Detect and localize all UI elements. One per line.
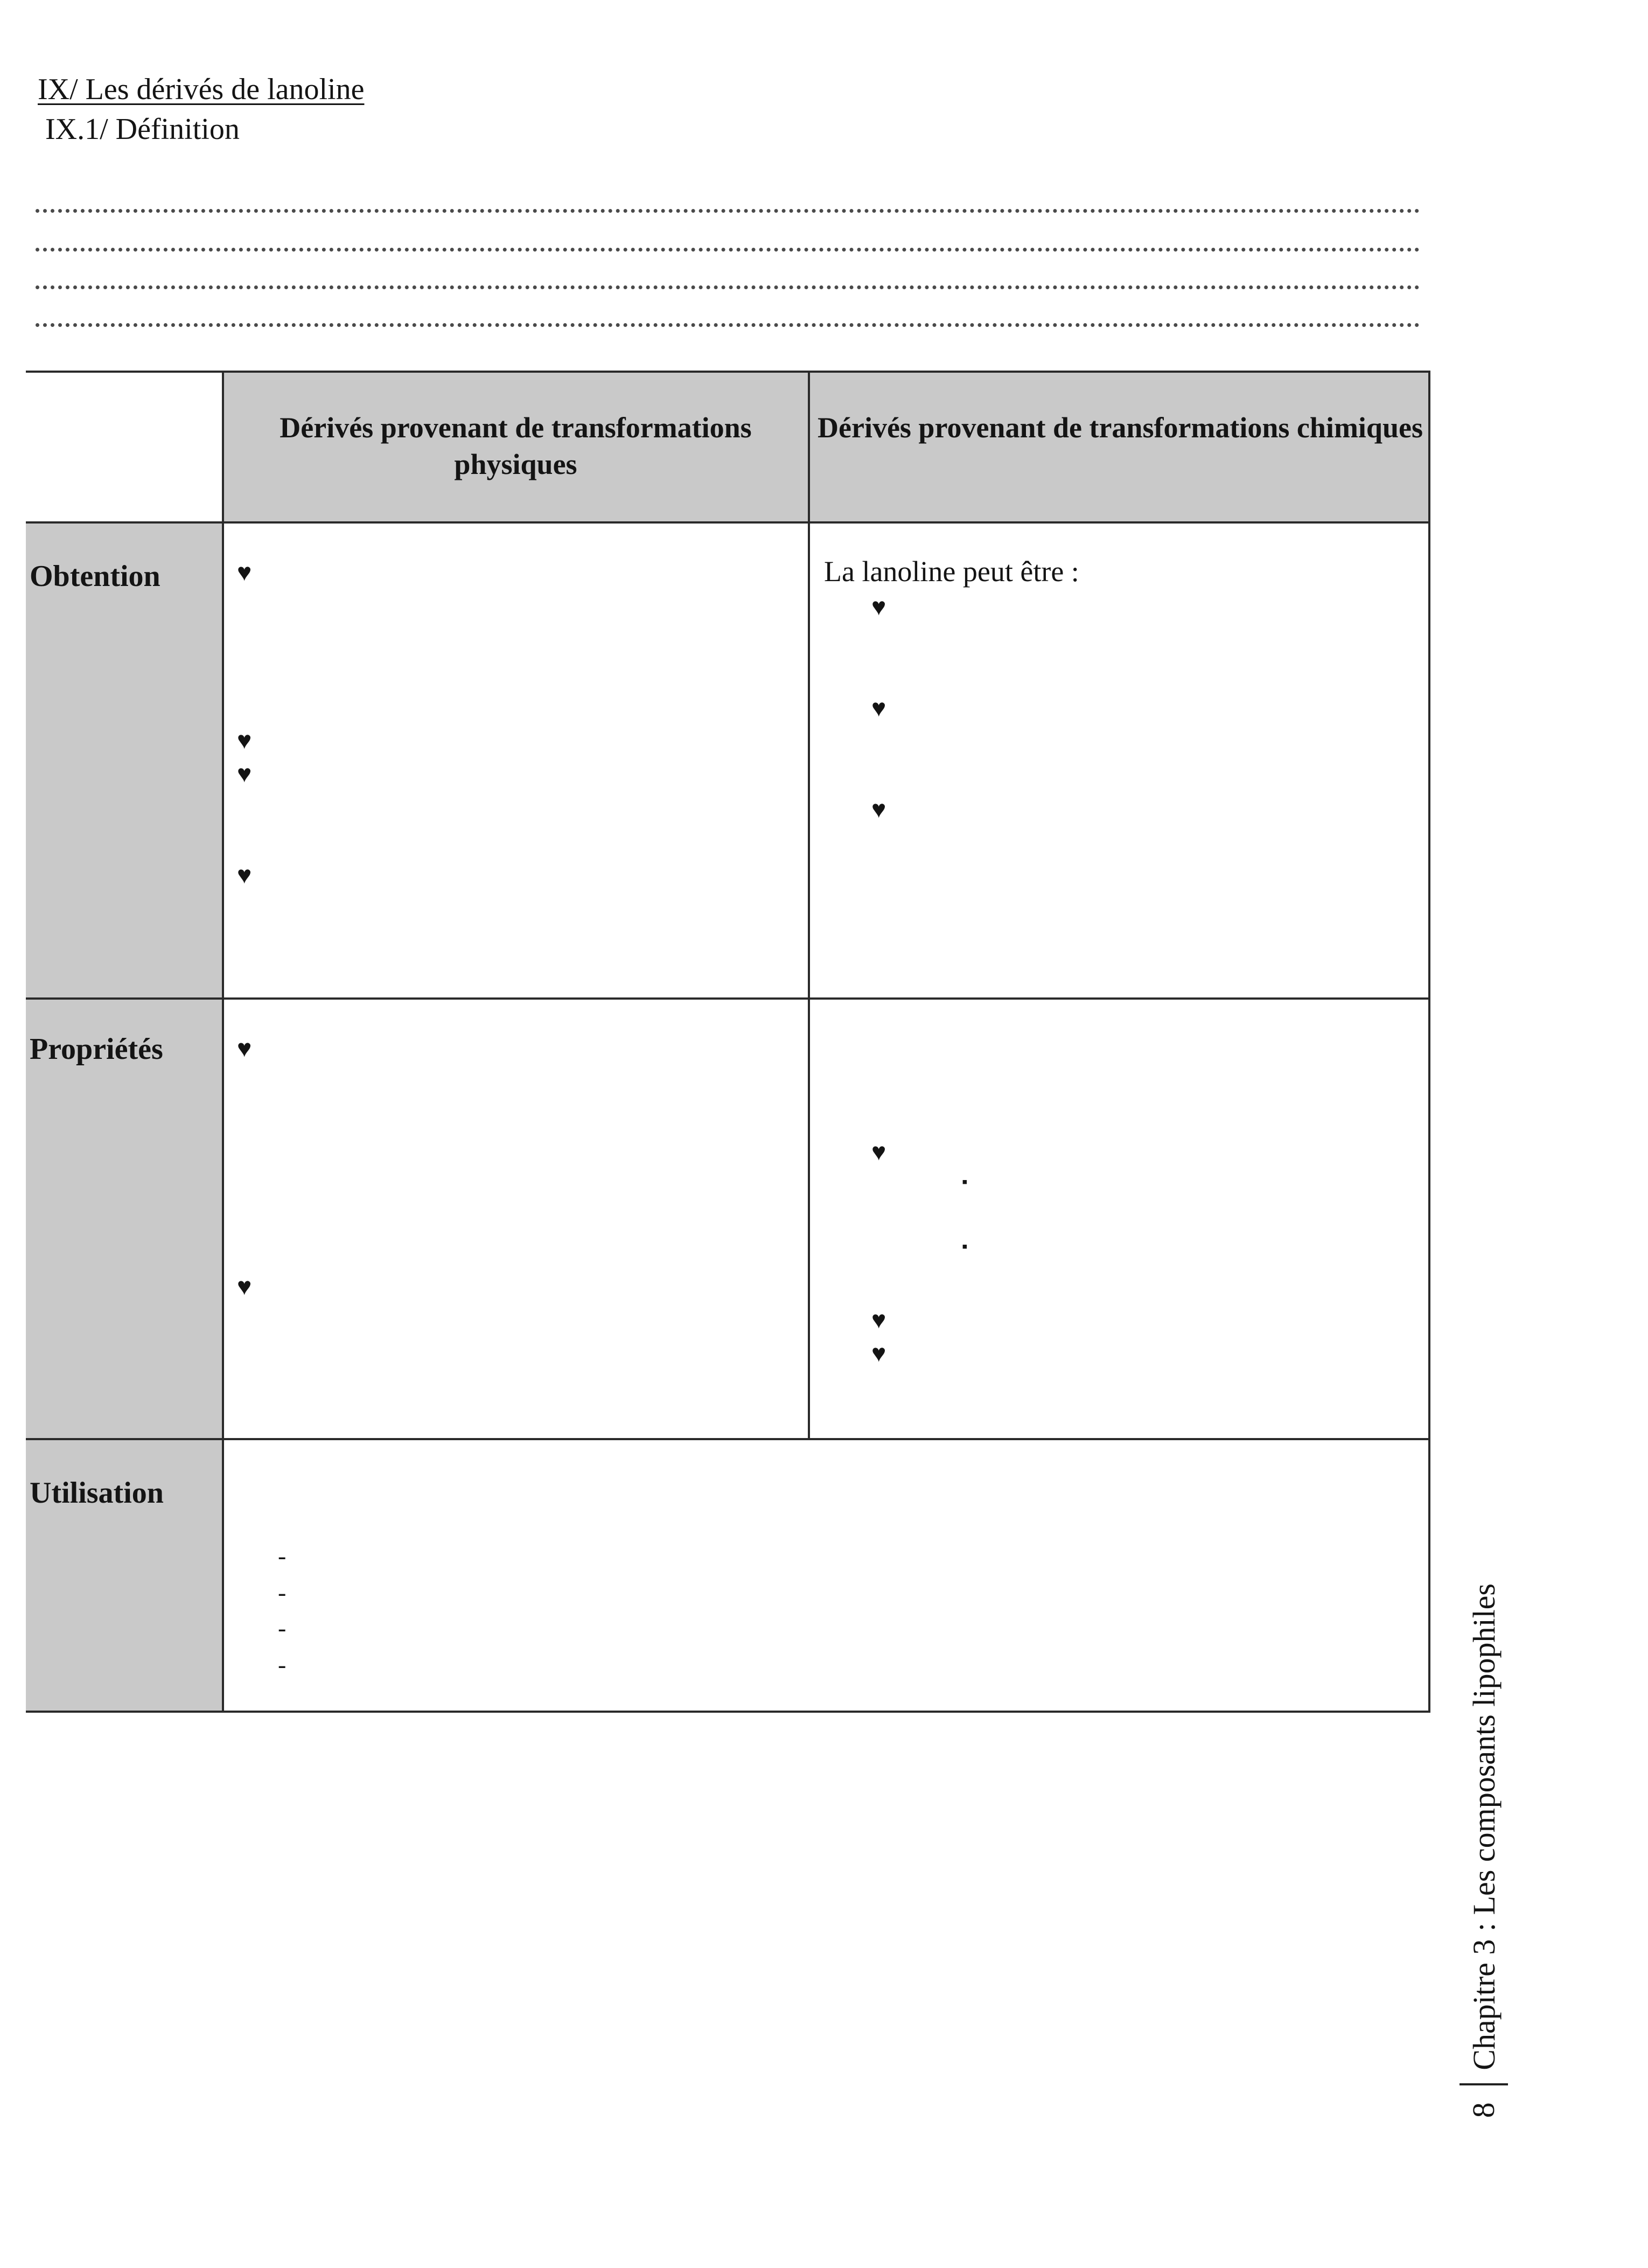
bullet-heart: ♥ [237,1035,252,1062]
row-label-shading [26,522,223,1713]
row-label-proprietes: Propriétés [30,1032,163,1066]
bullet-heart: ♥ [871,1339,886,1367]
page-number: 8 [1460,2083,1508,2122]
row-label-obtention: Obtention [30,560,160,593]
bullet-heart: ♥ [237,760,252,787]
column-header-physical: Dérivés provenant de transformations physiques [280,411,752,480]
subsection-heading: IX.1/ Définition [45,113,240,146]
bullet-heart: ♥ [237,861,252,889]
answer-line [36,209,1420,213]
dash-bullet: - [278,1579,287,1606]
chapter-title: Chapitre 3 : Les composants lipophiles [1466,1583,1502,2070]
bullet-heart: ♥ [237,1273,252,1300]
answer-line [36,323,1420,327]
dash-bullet: - [278,1614,287,1642]
dash-bullet: - [278,1542,287,1569]
bullet-heart: ♥ [237,559,252,586]
answer-line [36,285,1420,289]
bullet-heart: ♥ [871,593,886,620]
column-header-chemical: Dérivés provenant de transformations chimiques [818,411,1423,444]
bullet-square: ▪ [962,1238,968,1255]
row-label-utilisation: Utilisation [30,1476,164,1510]
section-heading: IX/ Les dérivés de lanoline [38,73,365,106]
answer-line [36,248,1420,252]
bullet-heart: ♥ [871,795,886,823]
bullet-heart: ♥ [237,727,252,754]
bullet-heart: ♥ [871,694,886,722]
bullet-square: ▪ [962,1173,968,1191]
dash-bullet: - [278,1651,287,1678]
page-footer [1449,1583,1519,2122]
bullet-heart: ♥ [871,1306,886,1334]
bullet-heart: ♥ [871,1138,886,1166]
obtention-chemical-intro: La lanoline peut être : [824,555,1079,588]
